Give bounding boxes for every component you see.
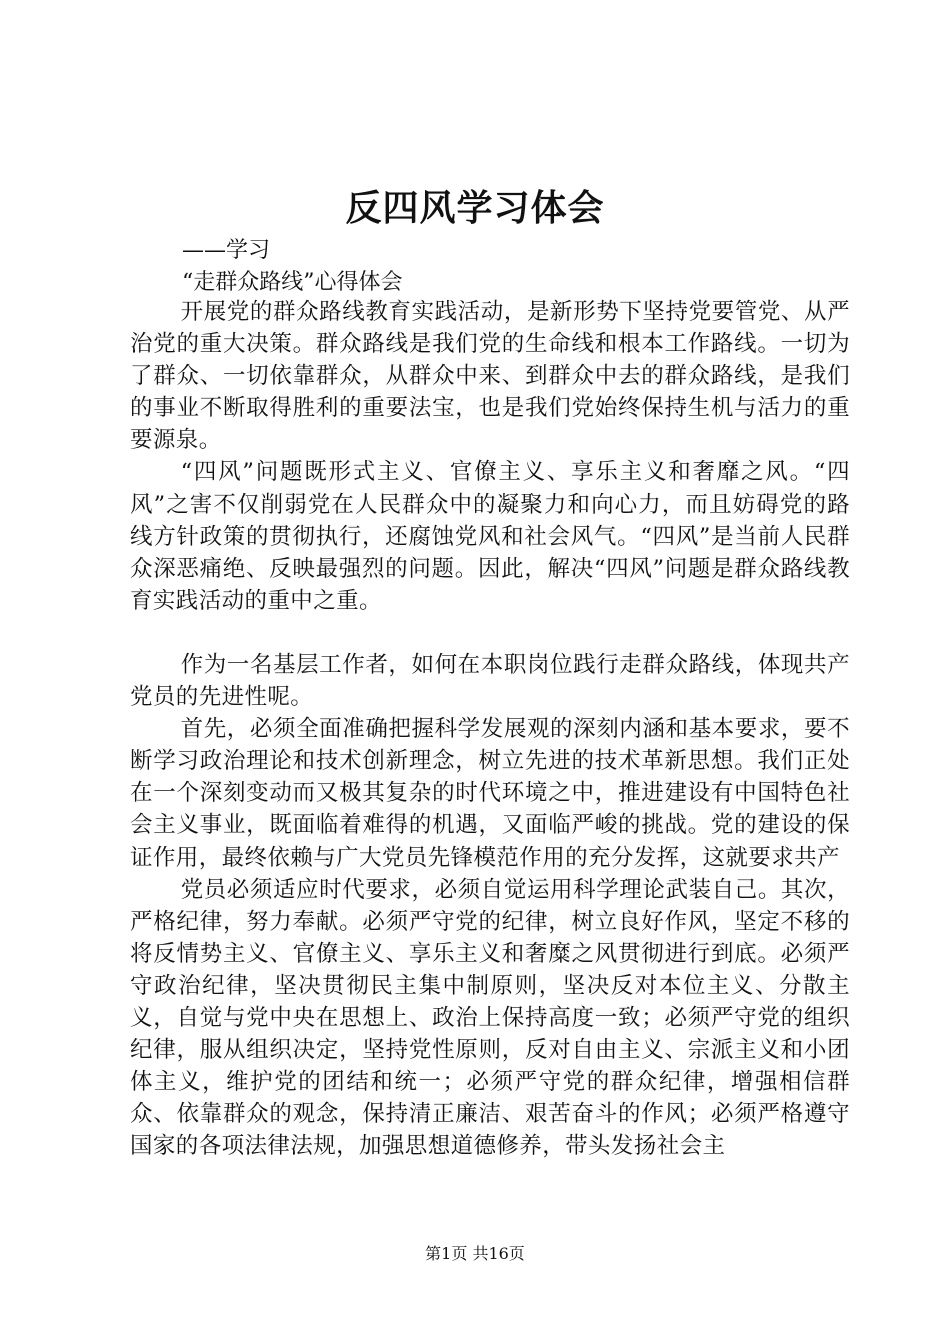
document-body [130, 296, 850, 1162]
document-title: 反四风学习体会 [345, 187, 605, 229]
page-footer: 第1页 共16页 [425, 1244, 525, 1263]
paragraph-2: “四风”问题既形式主义、官僚主义、享乐主义和奢靡之风。“四风”之害不仅削弱党在人民群众中的凝聚力和向心力，而且妨碍党的路线方针政策的贯彻执行，还腐蚀党风和社会风气。“四风”是当前人民群众深恶痛绝、反映最强烈的问题。因此，解决“四风”问题是群众路线教育实践活动的重中之重。 [130, 459, 850, 614]
subtitle-line-2: “走群众路线”心得体会 [182, 270, 403, 295]
paragraph-3: 作为一名基层工作者，如何在本职岗位践行走群众路线，体现共产党员的先进性呢。 [130, 651, 850, 711]
paragraph-1: 开展党的群众路线教育实践活动，是新形势下坚持党要管党、从严治党的重大决策。群众路线是我们党的生命线和根本工作路线。一切为了群众、一切依靠群众，从群众中来、到群众中去的群众路线，是我们的事业不断取得胜利的重要法宝，也是我们党始终保持生机与活力的重要源泉。 [130, 299, 850, 454]
paragraph-4: 首先，必须全面准确把握科学发展观的深刻内涵和基本要求，要不断学习政治理论和技术创新理念，树立先进的技术革新思想。我们正处在一个深刻变动而又极其复杂的时代环境之中，推进建设有中国特色社会主义事业，既面临着难得的机遇，又面临严峻的挑战。党的建设的保证作用，最终依赖与广大党员先锋模范作用的充分发挥，这就要求共产 [130, 716, 850, 871]
subtitle-line-1: ——学习 [182, 238, 271, 263]
paragraph-5: 党员必须适应时代要求，必须自觉运用科学理论武装自己。其次，严格纪律，努力奉献。必须严守党的纪律，树立良好作风，坚定不移的将反情势主义、官僚主义、享乐主义和奢糜之风贯彻进行到底。必须严守政治纪律，坚决贯彻民主集中制原则，坚决反对本位主义、分散主义，自觉与党中央在思想上、政治上保持高度一致；必须严守党的组织纪律，服从组织决定，坚持党性原则，反对自由主义、宗派主义和小团体主义，维护党的团结和统一；必须严守党的群众纪律，增强相信群众、依靠群众的观念，保持清正廉洁、艰苦奋斗的作风；必须严格遵守国家的各项法律法规，加强思想道德修养，带头发扬社会主 [130, 876, 850, 1160]
paragraph-gap [130, 617, 850, 649]
